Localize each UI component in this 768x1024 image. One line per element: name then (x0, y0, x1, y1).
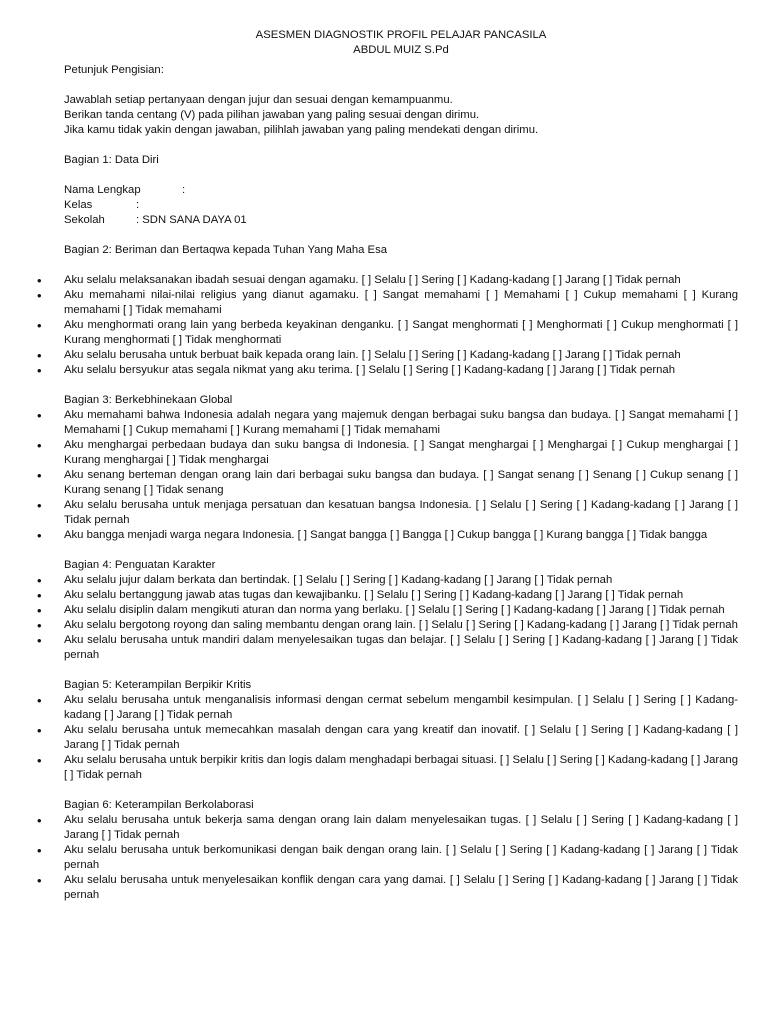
question-item: • Aku selalu berusaha untuk bekerja sama dengan orang lain dalam menyelesaikan tugas. [ ] Selalu [ ] Sering [ ] Kadang-kadang [ ] Jarang [ ] Tidak pernah (64, 813, 738, 843)
question-item: • Aku selalu melaksanakan ibadah sesuai dengan agamaku. [ ] Selalu [ ] Sering [ ] Kadang-kadang [ ] Jarang [ ] Tidak pernah (64, 273, 738, 288)
section-heading: Bagian 4: Penguatan Karakter (64, 559, 216, 571)
question-item: • Aku selalu berusaha untuk menyelesaikan konflik dengan cara yang damai. [ ] Selalu [ ] Sering [ ] Kadang-kadang [ ] Jarang [ ] Tidak pernah (64, 873, 738, 903)
question-item: • Aku selalu berusaha untuk memecahkan masalah dengan cara yang kreatif dan inovatif. [ ] Selalu [ ] Sering [ ] Kadang-kadang [ ] Jarang [ ] Tidak pernah (64, 723, 738, 753)
question-item: • Aku selalu bergotong royong dan saling membantu dengan orang lain. [ ] Selalu [ ] Sering [ ] Kadang-kadang [ ] Jarang [ ] Tidak pernah (64, 618, 738, 633)
question-item: • Aku menghormati orang lain yang berbeda keyakinan denganku. [ ] Sangat menghormati [ ] Menghormati [ ] Cukup menghormati [ ] Kurang menghormati [ ] Tidak menghormati (64, 318, 738, 348)
question-item: • Aku selalu berusaha untuk berpikir kritis dan logis dalam menghadapi berbagai situasi. [ ] Selalu [ ] Sering [ ] Kadang-kadang [ ] Jarang [ ] Tidak pernah (64, 753, 738, 783)
section-heading: Bagian 2: Beriman dan Bertaqwa kepada Tuhan Yang Maha Esa (64, 244, 388, 256)
question-list (64, 693, 738, 783)
section-heading: Bagian 1: Data Diri (64, 154, 159, 166)
field-value: : (136, 199, 140, 211)
field-row (64, 213, 738, 228)
field-row (64, 198, 738, 213)
instruction-line: Jawablah setiap pertanyaan dengan jujur dan sesuai dengan kemampuanmu. (64, 94, 453, 106)
field-value: : (182, 184, 186, 196)
question-list (64, 573, 738, 663)
question-list (64, 813, 738, 903)
question-item: • Aku selalu bertanggung jawab atas tugas dan kewajibanku. [ ] Selalu [ ] Sering [ ] Kadang-kadang [ ] Jarang [ ] Tidak pernah (64, 588, 738, 603)
question-item: • Aku selalu berusaha untuk berkomunikasi dengan baik dengan orang lain. [ ] Selalu [ ] Sering [ ] Kadang-kadang [ ] Jarang [ ] Tidak pernah (64, 843, 738, 873)
document-title: ASESMEN DIAGNOSTIK PROFIL PELAJAR PANCASILA (255, 29, 547, 41)
question-item: • Aku selalu berusaha untuk mandiri dalam menyelesaikan tugas dan belajar. [ ] Selalu [ ] Sering [ ] Kadang-kadang [ ] Jarang [ ] Tidak pernah (64, 633, 738, 663)
section-heading: Bagian 6: Keterampilan Berkolaborasi (64, 799, 254, 811)
question-item: • Aku selalu disiplin dalam mengikuti aturan dan norma yang berlaku. [ ] Selalu [ ] Sering [ ] Kadang-kadang [ ] Jarang [ ] Tidak pernah (64, 603, 738, 618)
question-list (64, 273, 738, 378)
field-label: Nama Lengkap (64, 184, 141, 196)
instruction-line: Berikan tanda centang (V) pada pilihan jawaban yang paling sesuai dengan dirimu. (64, 109, 480, 121)
question-item: • Aku memahami nilai-nilai religius yang dianut agamaku. [ ] Sangat memahami [ ] Memahami [ ] Cukup memahami [ ] Kurang memahami [ ] Tidak memahami (64, 288, 738, 318)
field-value: : SDN SANA DAYA 01 (136, 214, 247, 226)
document-author: ABDUL MUIZ S.Pd (353, 43, 449, 56)
question-list (64, 408, 738, 543)
section-heading: Bagian 3: Berkebhinekaan Global (64, 394, 233, 406)
question-item: • Aku bangga menjadi warga negara Indonesia. [ ] Sangat bangga [ ] Bangga [ ] Cukup bangga [ ] Kurang bangga [ ] Tidak bangga (64, 528, 738, 543)
question-item: • Aku selalu jujur dalam berkata dan bertindak. [ ] Selalu [ ] Sering [ ] Kadang-kadang [ ] Jarang [ ] Tidak pernah (64, 573, 738, 588)
section-heading: Bagian 5: Keterampilan Berpikir Kritis (64, 679, 252, 691)
question-item: • Aku menghargai perbedaan budaya dan suku bangsa di Indonesia. [ ] Sangat menghargai [ ] Menghargai [ ] Cukup menghargai [ ] Kurang menghargai [ ] Tidak menghargai (64, 438, 738, 468)
field-row (64, 183, 738, 198)
field-label: Kelas (64, 199, 93, 211)
question-item: • Aku selalu berusaha untuk berbuat baik kepada orang lain. [ ] Selalu [ ] Sering [ ] Kadang-kadang [ ] Jarang [ ] Tidak pernah (64, 348, 738, 363)
question-item: • Aku selalu bersyukur atas segala nikmat yang aku terima. [ ] Selalu [ ] Sering [ ] Kadang-kadang [ ] Jarang [ ] Tidak pernah (64, 363, 738, 378)
question-item: • Aku memahami bahwa Indonesia adalah negara yang majemuk dengan berbagai suku bangsa dan budaya. [ ] Sangat memahami [ ] Memahami [ ] Cukup memahami [ ] Kurang memahami [ ] Tidak memahami (64, 408, 738, 438)
instructions-heading: Petunjuk Pengisian: (64, 64, 164, 76)
question-item: • Aku selalu berusaha untuk menjaga persatuan dan kesatuan bangsa Indonesia. [ ] Selalu [ ] Sering [ ] Kadang-kadang [ ] Jarang [ ] Tidak pernah (64, 498, 738, 528)
question-item: • Aku senang berteman dengan orang lain dari berbagai suku bangsa dan budaya. [ ] Sangat senang [ ] Senang [ ] Cukup senang [ ] Kurang senang [ ] Tidak senang (64, 468, 738, 498)
field-label: Sekolah (64, 214, 105, 226)
instruction-line: Jika kamu tidak yakin dengan jawaban, pilihlah jawaban yang paling mendekati dengan dirimu. (64, 124, 539, 136)
question-item: • Aku selalu berusaha untuk menganalisis informasi dengan cermat sebelum mengambil kesimpulan. [ ] Selalu [ ] Sering [ ] Kadang-kadang [ ] Jarang [ ] Tidak pernah (64, 693, 738, 723)
